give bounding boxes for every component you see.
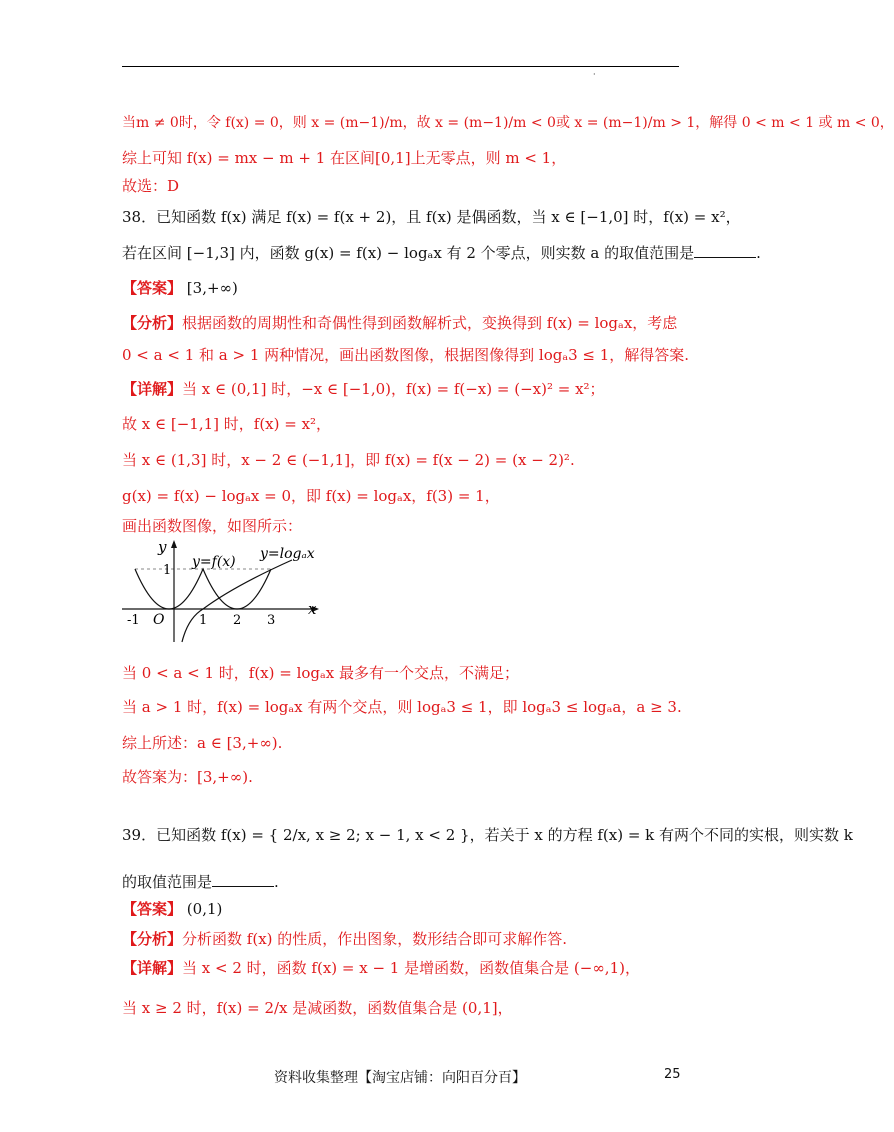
y-axis-label: y [158,538,167,556]
q38-detail-tag: 【详解】 [122,380,183,398]
prev-answer-choice: 故选：D [122,177,180,195]
tick-y1: 1 [163,563,172,578]
q38-detail-text-1: 当 x ∈ (0,1] 时，−x ∈ [−1,0)，f(x) = f(−x) = (−x)² = x²； [182,380,605,398]
x-axis-label: x [308,600,317,618]
f-label: y=f(x) [192,554,236,570]
log-curve [182,560,292,642]
q39-detail-line-2: 当 x ≥ 2 时，f(x) = 2/x 是减函数，函数值集合是 (0,1]， [122,999,513,1017]
q38-detail-line-5: 画出函数图像，如图所示： [122,517,303,535]
q38-analysis-line-2: 0 < a < 1 和 a > 1 两种情况，画出函数图像，根据图像得到 logₐ3 ≤ 1，解得答案. [122,346,690,364]
q39-answer [122,899,222,919]
q39-analysis-text: 分析函数 f(x) 的性质，作出图象，数形结合即可求解作答. [182,930,568,948]
q38-answer [122,278,238,298]
q38-stem-line-1: 38．已知函数 f(x) 满足 f(x) = f(x + 2)，且 f(x) 是偶函数，当 x ∈ [−1,0] 时，f(x) = x²， [122,208,741,226]
log-label: y=logₐx [260,546,315,562]
q38-detail-line-8: 综上所述：a ∈ [3,+∞). [122,734,283,752]
tick-neg1: -1 [127,613,140,628]
tick-1: 1 [199,613,208,628]
page-number: 25 [664,1067,681,1082]
q38-detail-line-3: 当 x ∈ (1,3] 时，x − 2 ∈ (−1,1]，即 f(x) = f(x − 2) = (x − 2)². [122,451,575,469]
q38-analysis-text-1: 根据函数的周期性和奇偶性得到函数解析式，变换得到 f(x) = logₐx，考虑 [182,314,678,332]
tick-2: 2 [233,613,242,628]
q38-detail-line-6: 当 0 < a < 1 时，f(x) = logₐx 最多有一个交点，不满足； [122,664,520,682]
q39-answer-tag: 【答案】 [122,900,183,918]
header-dot: · [593,70,596,79]
tick-3: 3 [267,613,276,628]
q39-detail-line-1 [122,958,640,978]
origin-label: O [153,612,165,628]
q39-stem-line-1: 39．已知函数 f(x) = { 2/x, x ≥ 2; x − 1, x < 2 }，若关于 x 的方程 f(x) = k 有两个不同的实根，则实数 k [122,826,853,844]
y-axis-arrow [171,540,177,548]
q38-detail-line-2: 故 x ∈ [−1,1] 时，f(x) = x²， [122,415,332,433]
page-footer: 资料收集整理【淘宝店铺：向阳百分百】 [274,1070,526,1086]
q38-answer-value: [3,+∞) [186,279,238,297]
prev-solution-line-1 [122,112,894,133]
f-curve [135,569,271,609]
q39-answer-value: (0,1) [186,900,223,918]
q38-detail-line-7: 当 a > 1 时，f(x) = logₐx 有两个交点，则 logₐ3 ≤ 1，即 logₐ3 ≤ logₐa，a ≥ 3. [122,698,682,716]
q39-stem-line-2-text: 的取值范围是 [122,873,213,891]
header-rule [122,66,679,67]
q38-detail-line-1 [122,379,605,399]
q39-analysis [122,929,567,949]
q38-detail-line-9: 故答案为：[3,+∞). [122,768,253,786]
q39-analysis-tag: 【分析】 [122,930,183,948]
prev-solution-line-1-text: 当m ≠ 0时，令 f(x) = 0，则 x = (m−1)/m，故 x = (m−1)/m < 0或 x = (m−1)/m > 1，解得 0 < m < 1 或 m < 0， [122,115,894,131]
q38-stem-line-2: 若在区间 [−1,3] 内，函数 g(x) = f(x) − logₐx 有 2 个零点，则实数 a 的取值范围是 . [122,244,761,262]
q38-answer-tag: 【答案】 [122,279,183,297]
q38-detail-line-4: g(x) = f(x) − logₐx = 0，即 f(x) = logₐx，f(3) = 1， [122,487,500,505]
q39-stem-line-2: 的取值范围是 . [122,873,279,891]
q39-detail-text-1: 当 x < 2 时，函数 f(x) = x − 1 是增函数，函数值集合是 (−∞,1)， [182,959,640,977]
q39-detail-tag: 【详解】 [122,959,183,977]
q38-answer-blank [694,243,756,258]
function-graph [122,538,322,646]
prev-solution-line-2: 综上可知 f(x) = mx − m + 1 在区间[0,1]上无零点，则 m < 1， [122,149,567,167]
q38-analysis-line-1 [122,313,677,333]
q39-answer-blank [212,872,274,887]
q38-analysis-tag: 【分析】 [122,314,183,332]
q38-stem-line-2-text: 若在区间 [−1,3] 内，函数 g(x) = f(x) − logₐx 有 2 个零点，则实数 a 的取值范围是 [122,244,695,262]
